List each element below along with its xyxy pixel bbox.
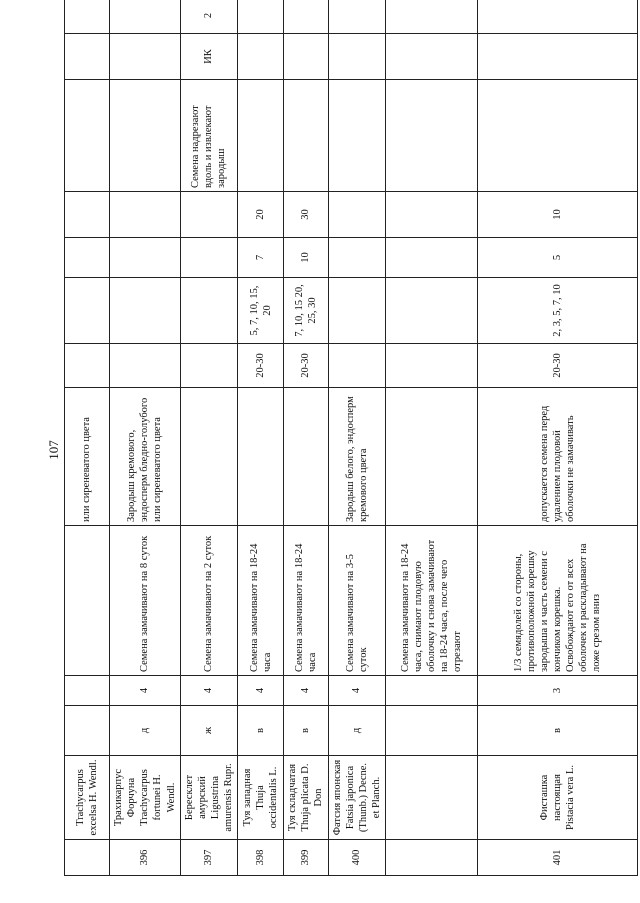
species-name-cell: Трахикарпус Форчуна Trachycarpus fortunei H. Wendl. — [110, 756, 181, 840]
final-count-cell — [328, 192, 386, 238]
group-number-cell — [386, 676, 478, 706]
species-name-cell — [386, 756, 478, 840]
temperature-cell — [110, 344, 181, 388]
row-number-cell: 398 — [238, 840, 284, 876]
treatment-cell: Семена замачивают на 8 суток — [110, 526, 181, 676]
code-cell — [386, 706, 478, 756]
ik-cell — [478, 34, 638, 80]
method-cell — [65, 80, 110, 192]
treatment-cell: Семена замачивают на 18-24 часа — [284, 526, 328, 676]
species-name-cell: Фисташка настоящая Pistacia vera L. — [478, 756, 638, 840]
count-days-cell — [328, 278, 386, 344]
row-number-cell: 396 — [110, 840, 181, 876]
first-count-cell: 10 — [284, 238, 328, 278]
row-number-cell: 397 — [180, 840, 238, 876]
seed-note-cell: или сиреневатого цвета — [65, 388, 110, 526]
count-days-cell: 5, 7, 10, 15, 20 — [238, 278, 284, 344]
germination-table — [64, 0, 638, 876]
row-number-cell — [65, 840, 110, 876]
count-days-cell — [386, 278, 478, 344]
group-number-cell: 4 — [328, 676, 386, 706]
first-count-cell — [180, 238, 238, 278]
first-count-cell — [328, 238, 386, 278]
seed-note-cell — [180, 388, 238, 526]
first-count-cell: 5 — [478, 238, 638, 278]
temperature-cell: 20-30 — [238, 344, 284, 388]
code-cell: в — [284, 706, 328, 756]
code-cell: ж — [180, 706, 238, 756]
code-cell: д — [110, 706, 181, 756]
table-row — [328, 0, 386, 876]
last-cell — [284, 0, 328, 34]
code-cell: в — [478, 706, 638, 756]
code-cell: в — [238, 706, 284, 756]
last-cell — [110, 0, 181, 34]
last-cell — [65, 0, 110, 34]
table-row — [110, 0, 181, 876]
seed-note-cell — [284, 388, 328, 526]
rotated-table-container — [64, 12, 603, 876]
code-cell: д — [328, 706, 386, 756]
count-days-cell — [65, 278, 110, 344]
temperature-cell — [180, 344, 238, 388]
treatment-cell: Семена замачивают на 3-5 суток — [328, 526, 386, 676]
first-count-cell: 7 — [238, 238, 284, 278]
table-row — [180, 0, 238, 876]
first-count-cell — [110, 238, 181, 278]
final-count-cell: 20 — [238, 192, 284, 238]
last-cell — [328, 0, 386, 34]
count-days-cell — [110, 278, 181, 344]
count-days-cell — [180, 278, 238, 344]
treatment-cell: Семена замачивают на 2 суток — [180, 526, 238, 676]
last-cell — [478, 0, 638, 34]
last-cell — [238, 0, 284, 34]
table-body — [65, 0, 638, 876]
method-cell — [284, 80, 328, 192]
temperature-cell: 20-30 — [478, 344, 638, 388]
page-number: 107 — [46, 440, 61, 460]
temperature-cell: 20-30 — [284, 344, 328, 388]
species-name-cell: Туя западная Thuja occidentalis L. — [238, 756, 284, 840]
ik-cell: ИК — [180, 34, 238, 80]
table-row — [478, 0, 638, 876]
final-count-cell: 10 — [478, 192, 638, 238]
count-days-cell: 7, 10, 15 20, 25, 30 — [284, 278, 328, 344]
row-number-cell: 399 — [284, 840, 328, 876]
row-number-cell: 400 — [328, 840, 386, 876]
ik-cell — [110, 34, 181, 80]
ik-cell — [328, 34, 386, 80]
row-number-cell: 401 — [478, 840, 638, 876]
species-name-cell: Туя складчатая Thuja plicata D. Don — [284, 756, 328, 840]
final-count-cell — [180, 192, 238, 238]
code-cell — [65, 706, 110, 756]
ik-cell — [65, 34, 110, 80]
final-count-cell: 30 — [284, 192, 328, 238]
method-cell — [478, 80, 638, 192]
temperature-cell — [328, 344, 386, 388]
final-count-cell — [386, 192, 478, 238]
count-days-cell: 2, 3, 5, 7, 10 — [478, 278, 638, 344]
method-cell — [238, 80, 284, 192]
treatment-cell: Семена замачивают на 18-24 часа, снимают плодовую оболочку и снова замачивают на 18-24 часа, после чего отрезают — [386, 526, 478, 676]
table-row — [65, 0, 110, 876]
first-count-cell — [65, 238, 110, 278]
species-name-cell: Фатсия японская Fatsia japonica (Thunb.) Decne. et Planch. — [328, 756, 386, 840]
table-row — [386, 0, 478, 876]
method-cell — [328, 80, 386, 192]
group-number-cell — [65, 676, 110, 706]
final-count-cell — [65, 192, 110, 238]
ik-cell — [238, 34, 284, 80]
group-number-cell: 4 — [238, 676, 284, 706]
seed-note-cell: допускается семена перед удалением плодовой оболочки не замачивать — [478, 388, 638, 526]
seed-note-cell — [238, 388, 284, 526]
temperature-cell — [386, 344, 478, 388]
seed-note-cell: Зародыш кремового, эндосперм бледно-голубого или сиреневатого цвета — [110, 388, 181, 526]
first-count-cell — [386, 238, 478, 278]
table-row — [238, 0, 284, 876]
method-cell — [110, 80, 181, 192]
group-number-cell: 3 — [478, 676, 638, 706]
ik-cell — [284, 34, 328, 80]
method-cell: Семена надрезают вдоль и извлекают зародыш — [180, 80, 238, 192]
seed-note-cell: Зародыш белого, эндосперм кремового цвета — [328, 388, 386, 526]
group-number-cell: 4 — [110, 676, 181, 706]
final-count-cell — [110, 192, 181, 238]
treatment-cell — [65, 526, 110, 676]
last-cell — [386, 0, 478, 34]
row-number-cell — [386, 840, 478, 876]
species-name-cell: Trachycarpus excelsa H. Wendl. — [65, 756, 110, 840]
group-number-cell: 4 — [180, 676, 238, 706]
table-row — [284, 0, 328, 876]
treatment-cell: Семена замачивают на 18-24 часа — [238, 526, 284, 676]
treatment-cell: 1/3 семядолей со стороны, противоположной корешку зародыша и часть семени с кончиком корешка. Освобождают его от всех оболочек и раскладывают на ложе срезом вниз — [478, 526, 638, 676]
group-number-cell: 4 — [284, 676, 328, 706]
species-name-cell: Бересклет амурский Ligustrina amurensis Rupr. — [180, 756, 238, 840]
method-cell — [386, 80, 478, 192]
last-cell: 2 — [180, 0, 238, 34]
seed-note-cell — [386, 388, 478, 526]
temperature-cell — [65, 344, 110, 388]
ik-cell — [386, 34, 478, 80]
